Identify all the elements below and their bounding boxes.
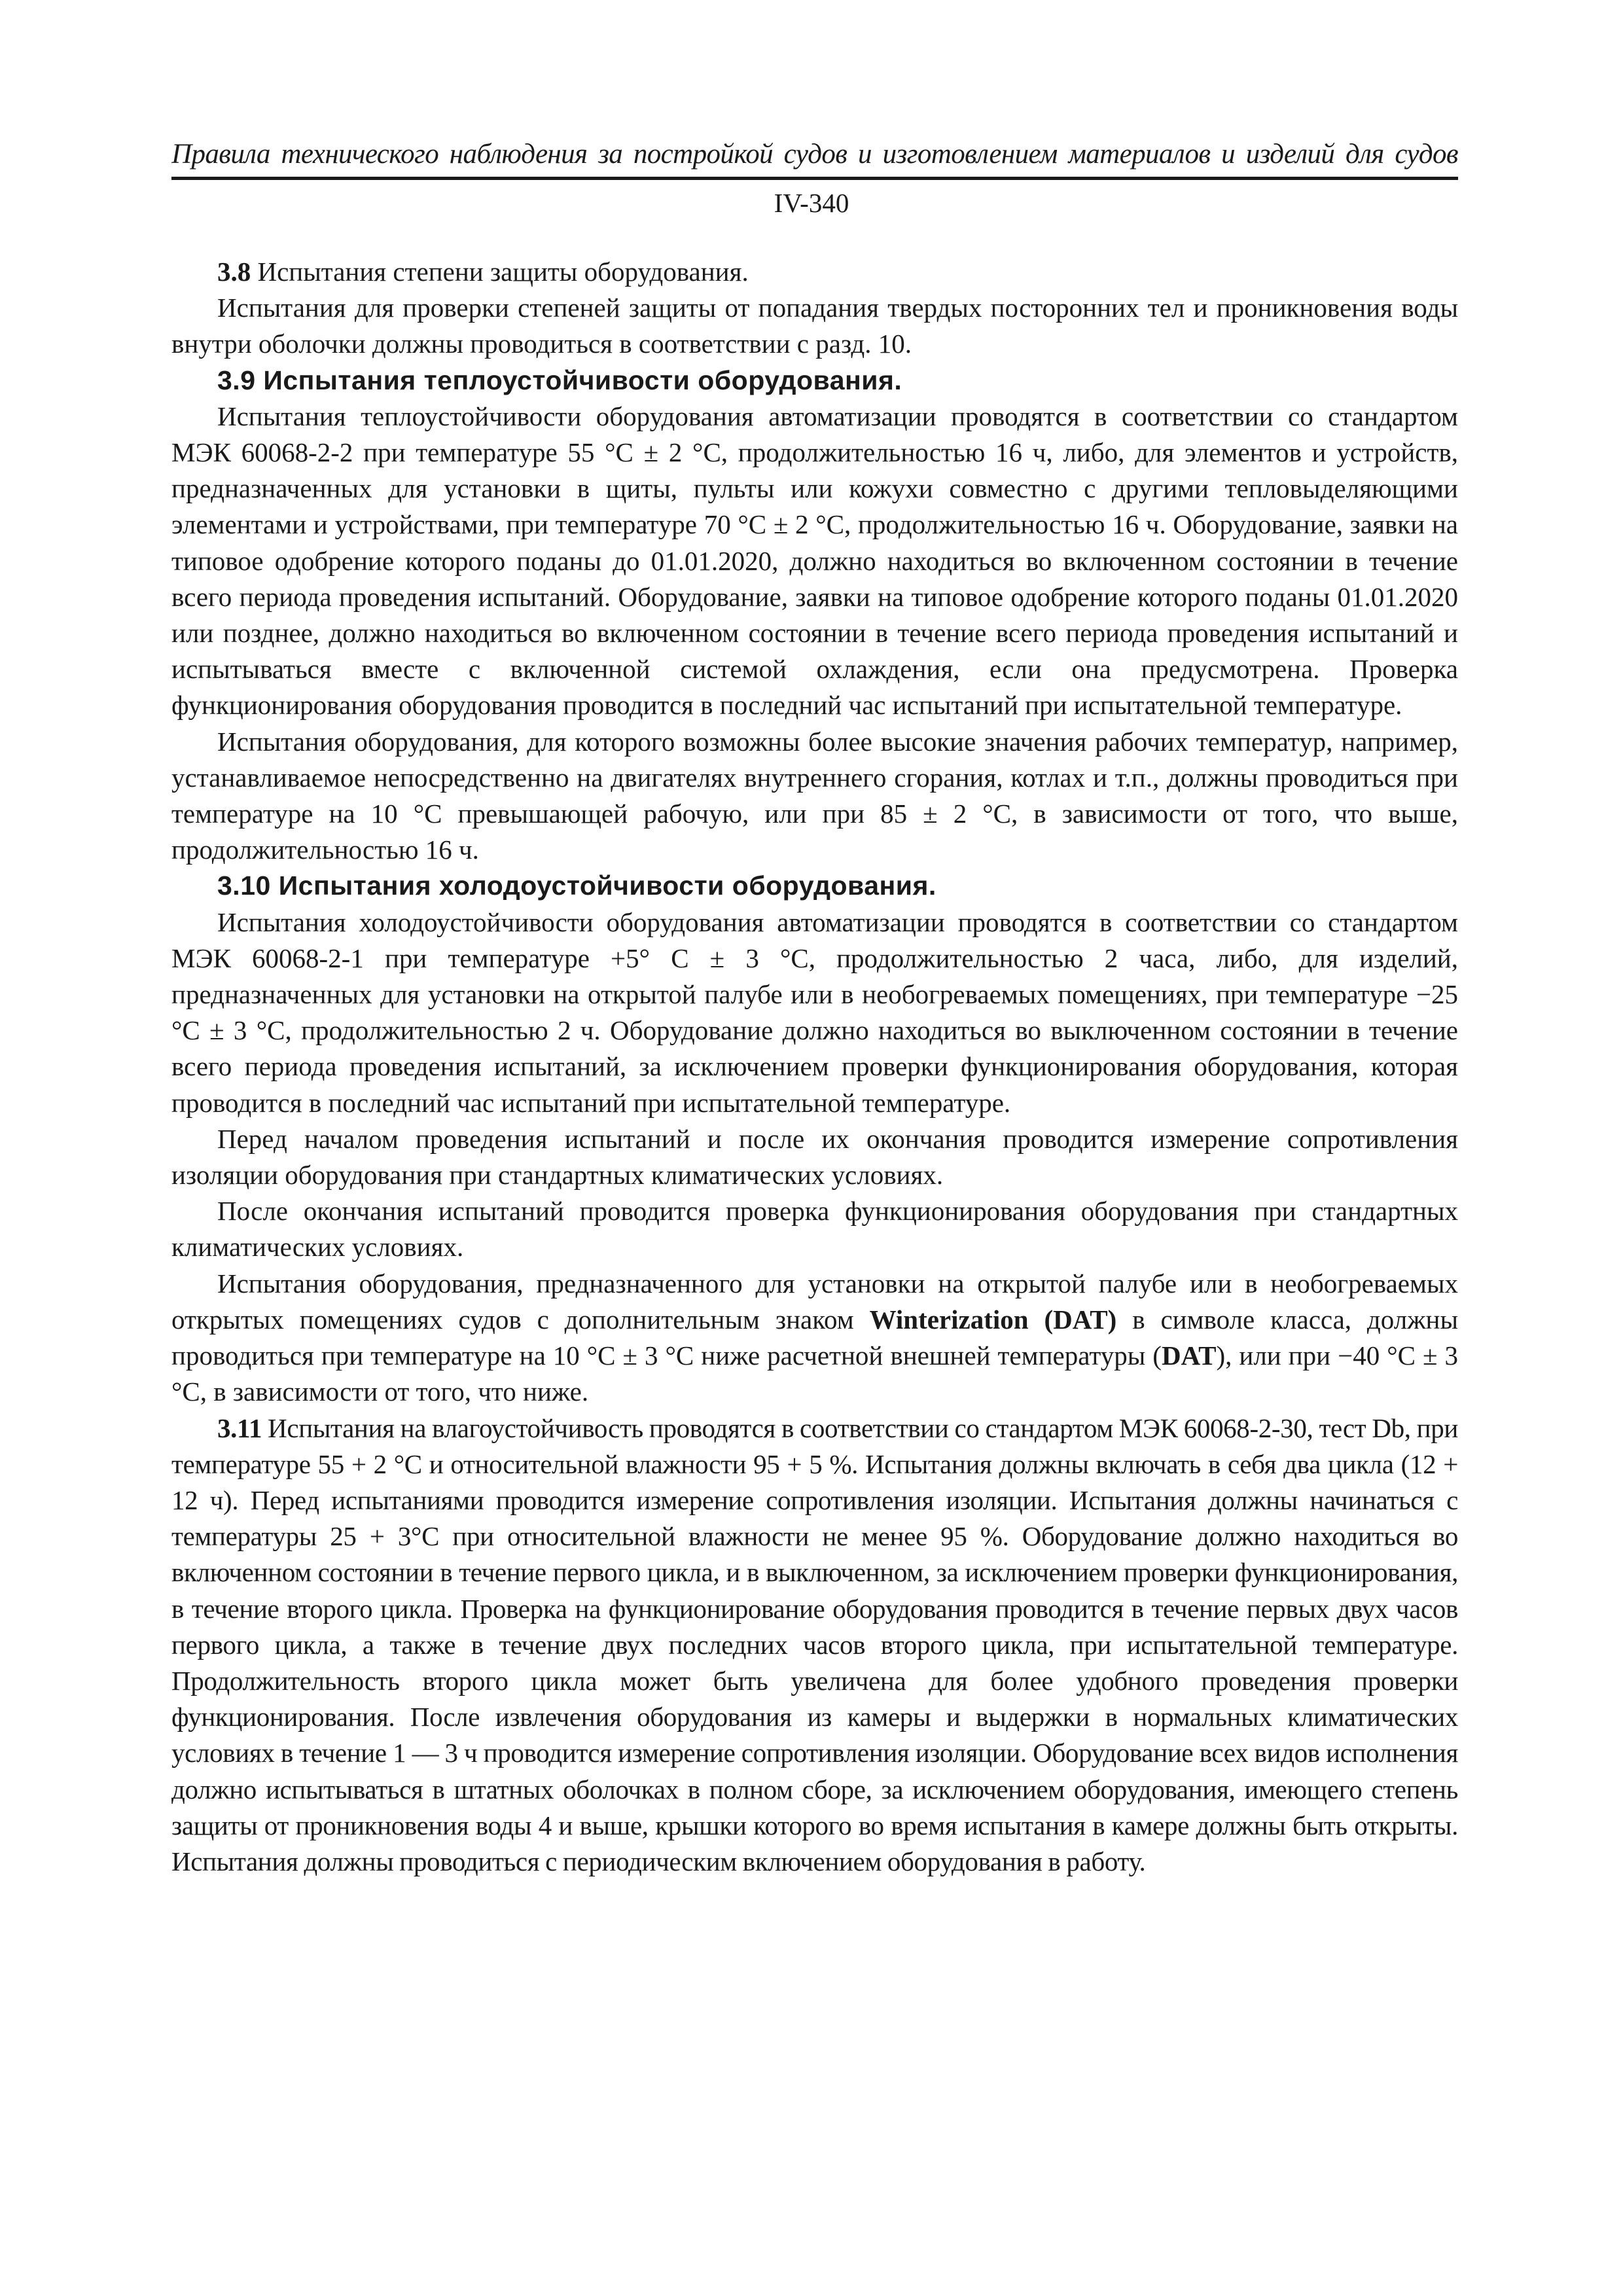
section-3-10-paragraph-3: После окончания испытаний проводится проверка функционирования оборудования при стандартных климатических условиях. xyxy=(171,1196,1458,1263)
section-3-8-paragraph-1: Испытания для проверки степеней защиты от попадания твердых посторонних тел и проникновения воды внутри оболочки должны проводиться в соответствии с разд. 10. xyxy=(171,293,1458,359)
section-3-9-title: 3.9 Испытания теплоустойчивости оборудования. xyxy=(217,365,902,395)
document-body xyxy=(171,254,1458,1880)
section-3-9-heading xyxy=(171,363,1458,399)
section-3-10-paragraph-4 xyxy=(171,1266,1458,1410)
section-3-11-number: 3.11 xyxy=(217,1412,262,1443)
page-number: IV-340 xyxy=(774,188,849,218)
section-3-10-title: 3.10 Испытания холодоустойчивости оборудования. xyxy=(217,870,936,901)
section-3-11-text: Испытания на влагоустойчивость проводятся в соответствии со стандартом МЭК 60068-2-30, тест Db, при температуре 55 + 2 °C и относительной влажности 95 + 5 %. Испытания должны включать в себя два цикла (12 + 12 ч). Перед испытаниями проводится измерение сопротивления изоляции. Испытания должны начинаться с температуры 25 + 3°C при относительной влажности не менее 95 %. Оборудование должно находиться во включенном состоянии в течение первого цикла, и в выключенном, за исключением проверки функционирования, в течение второго цикла. Проверка на функционирование оборудования проводится в течение первых двух часов первого цикла, а также в течение двух последних часов второго цикла, при испытательной температуре. Продолжительность второго цикла может быть увеличена для более удобного проведения проверки функционирования. После извлечения оборудования из камеры и выдержки в нормальных климатических условиях в течение 1 — 3 ч проводится измерение сопротивления изоляции. Оборудование всех видов исполнения должно испытываться в штатных оболочках в полном сборе, за исключением оборудования, имеющего степень защиты от проникновения воды 4 и выше, крышки которого во время испытания в камере должны быть открыты. Испытания должны проводиться с периодическим включением оборудования в работу. xyxy=(171,1412,1458,1876)
section-3-8-heading xyxy=(171,254,1458,290)
section-3-10-paragraph-2: Перед началом проведения испытаний и после их окончания проводится измерение сопротивления изоляции оборудования при стандартных климатических условиях. xyxy=(171,1123,1458,1191)
section-3-9-paragraph-1: Испытания теплоустойчивости оборудования автоматизации проводятся в соответствии со стандартом МЭК 60068-2-2 при температуре 55 °C ± 2 °C, продолжительностью 16 ч, либо, для элементов и устройств, предназначенных для установки в щиты, пульты или кожухи совместно с другими тепловыделяющими элементами и устройствами, при температуре 70 °C ± 2 °C, продолжительностью 16 ч. Оборудование, заявки на типовое одобрение которого поданы до 01.01.2020, должно находиться во включенном состоянии в течение всего периода проведения испытаний. Оборудование, заявки на типовое одобрение которого поданы 01.01.2020 или позднее, должно находиться во включенном состоянии в течение всего периода проведения испытаний и испытываться вместе с включенной системой охлаждения, если она предусмотрена. Проверка функционирования оборудования проводится в последний час испытаний при испытательной температуре. xyxy=(171,401,1458,721)
header-rule xyxy=(171,177,1458,180)
winterization-dat-mark: Winterization (DAT) xyxy=(869,1304,1117,1335)
p4-text-c: в символе класса, должны проводиться при температуре на 10 °C ± 3 °C ниже расчетной внешней температуры ( xyxy=(171,1304,1459,1371)
section-3-9-paragraph-2: Испытания оборудования, для которого возможны более высокие значения рабочих температур, например, устанавливаемое непосредственно на двигателях внутреннего сгорания, котлах и т.п., должны проводиться при температуре на 10 °C превышающей рабочую, или при 85 ± 2 °C, в зависимости от того, что выше, продолжительностью 16 ч. xyxy=(171,726,1458,865)
section-3-10-paragraph-1: Испытания холодоустойчивости оборудования автоматизации проводятся в соответствии со стандартом МЭК 60068-2-1 при температуре +5° C ± 3 °C, продолжительностью 2 часа, либо, для изделий, предназначенных для установки на открытой палубе или в необогреваемых помещениях, при температуре −25 °C ± 3 °C, продолжительностью 2 ч. Оборудование должно находиться во выключенном состоянии в течение всего периода проведения испытаний, за исключением проверки функционирования оборудования, которая проводится в последний час испытаний при испытательной температуре. xyxy=(171,906,1458,1118)
p4-text-a: Испытания оборудования, предназначенного для установки на открытой палубе или в необогреваемых открытых помещениях судов с дополнительным знаком xyxy=(171,1268,1458,1335)
section-3-10-heading xyxy=(171,868,1458,904)
running-header: Правила технического наблюдения за постройкой судов и изготовлением материалов и изделий для судов xyxy=(171,139,1458,170)
dat-mark: DAT xyxy=(1161,1340,1217,1371)
section-3-11-paragraph xyxy=(171,1410,1458,1880)
p4-text-d: ), или при −40 °C ± 3 °C, в зависимости от того, что ниже. xyxy=(171,1340,1458,1407)
section-3-8-number: 3.8 xyxy=(217,257,251,287)
section-3-8-title: Испытания степени защиты оборудования. xyxy=(251,257,749,287)
